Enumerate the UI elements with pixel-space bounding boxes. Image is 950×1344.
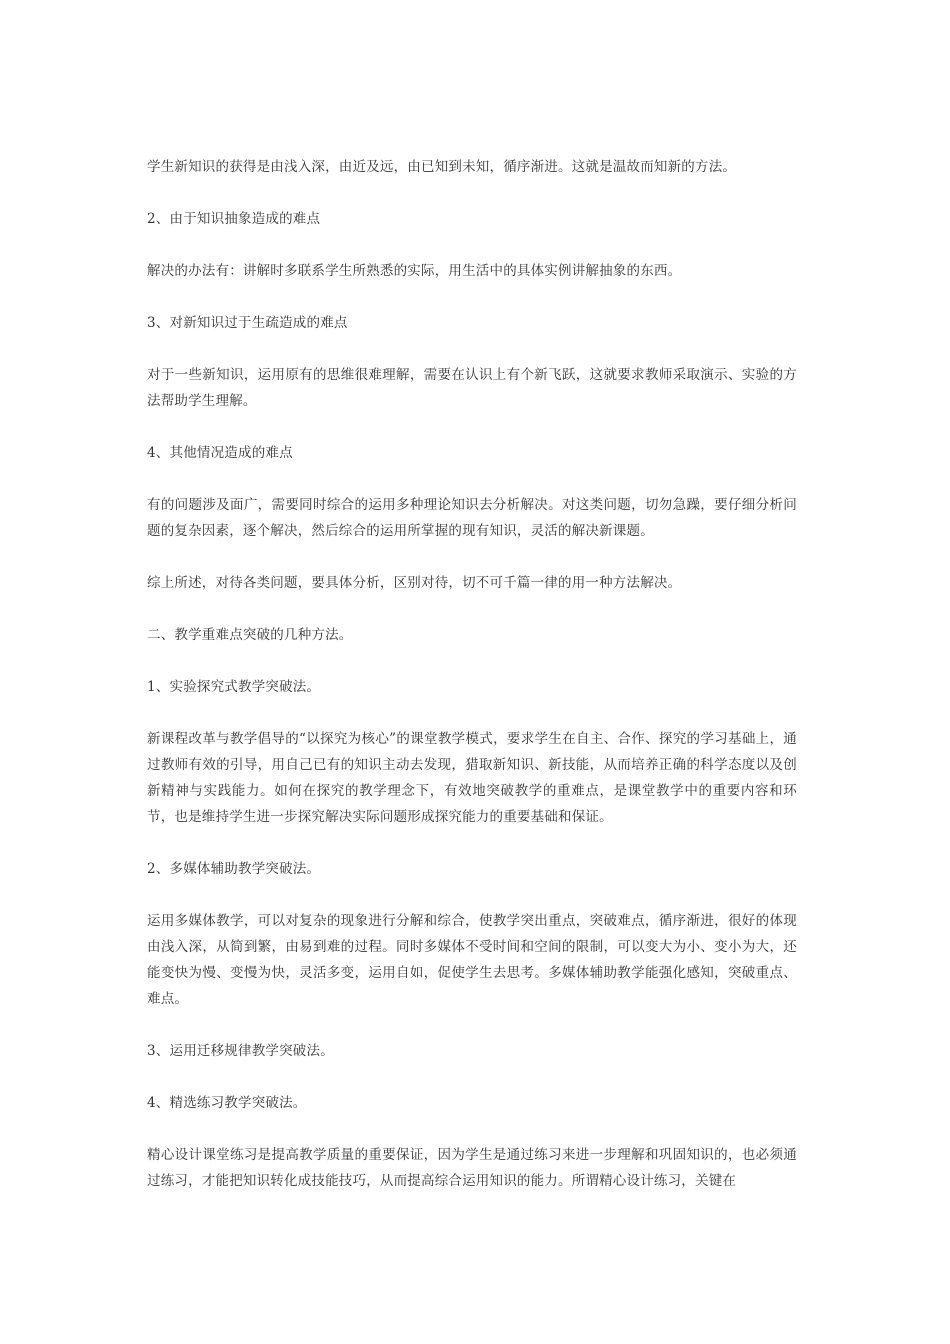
document-body: [147, 154, 797, 1220]
paragraph-body: 运用多媒体教学，可以对复杂的现象进行分解和综合，使教学突出重点，突破难点，循序渐进，很好的体现由浅入深，从简到繁，由易到难的过程。同时多媒体不受时间和空间的限制，可以变大为小、变小为大，还能变快为慢、变慢为快，灵活多变，运用自如，促使学生去思考。多媒体辅助教学能强化感知，突破重点、难点。: [147, 913, 797, 1007]
section-heading: 二、教学重难点突破的几种方法。: [147, 627, 353, 643]
paragraph-body: 新课程改革与教学倡导的“以探究为核心”的课堂教学模式，要求学生在自主、合作、探究的学习基础上，通过教师有效的引导，用自己已有的知识主动去发现，猎取新知识、新技能，从而培养正确的科学态度以及创新精神与实践能力。如何在探究的教学理念下，有效地突破教学的重难点，是课堂教学中的重要内容和环节，也是维持学生进一步探究解决实际问题形成探究能力的重要基础和保证。: [147, 731, 797, 825]
section-heading: 2、由于知识抽象造成的难点: [147, 211, 321, 227]
section-heading: 4、精选练习教学突破法。: [147, 1095, 307, 1111]
paragraph-body: 有的问题涉及面广，需要同时综合的运用多种理论知识去分析解决。对这类问题，切勿急躁，要仔细分析问题的复杂因素，逐个解决，然后综合的运用所掌握的现有知识，灵活的解决新课题。: [147, 497, 797, 539]
paragraph-body: 综上所述，对待各类问题，要具体分析，区别对待，切不可千篇一律的用一种方法解决。: [147, 575, 682, 591]
section-heading: 1、实验探究式教学突破法。: [147, 679, 321, 695]
paragraph-body: 解决的办法有：讲解时多联系学生所熟悉的实际，用生活中的具体实例讲解抽象的东西。: [147, 263, 682, 279]
section-heading: 3、对新知识过于生疏造成的难点: [147, 315, 348, 331]
paragraph-body: 对于一些新知识，运用原有的思维很难理解，需要在认识上有个新飞跃，这就要求教师采取演示、实验的方法帮助学生理解。: [147, 367, 797, 409]
paragraph-body: 学生新知识的获得是由浅入深，由近及远，由已知到未知，循序渐进。这就是温故而知新的方法。: [147, 159, 737, 175]
section-heading: 2、多媒体辅助教学突破法。: [147, 861, 321, 877]
section-heading: 4、其他情况造成的难点: [147, 445, 293, 461]
section-heading: 3、运用迁移规律教学突破法。: [147, 1043, 334, 1059]
paragraph-body: 精心设计课堂练习是提高教学质量的重要保证，因为学生是通过练习来进一步理解和巩固知识的，也必须通过练习，才能把知识转化成技能技巧，从而提高综合运用知识的能力。所谓精心设计练习，关键在: [147, 1147, 797, 1189]
